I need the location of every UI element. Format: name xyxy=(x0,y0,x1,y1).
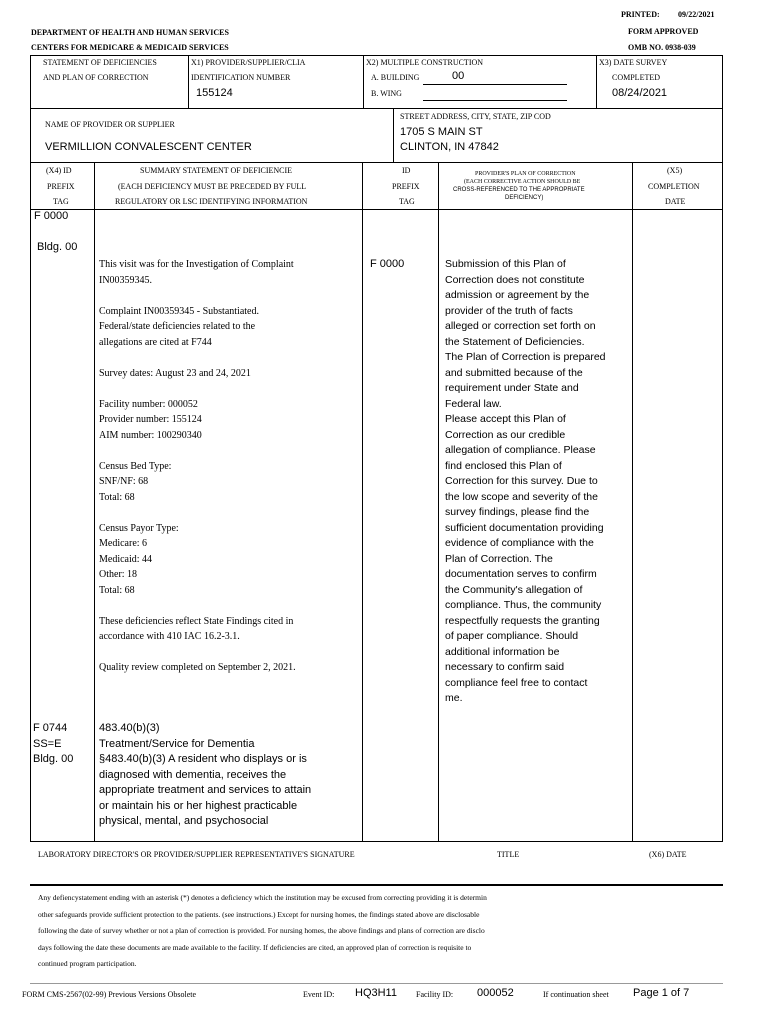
table-divider-id xyxy=(438,162,439,842)
f0744-line: diagnosed with dementia, receives the xyxy=(99,768,287,781)
x3-label-1: X3) DATE SURVEY xyxy=(599,58,668,67)
wing-underline xyxy=(423,100,567,101)
address-box-right xyxy=(722,108,723,162)
x4-heading-1: (X4) ID xyxy=(46,166,72,175)
printed-label: PRINTED: xyxy=(621,10,660,19)
summary-line: Total: 68 xyxy=(99,584,135,596)
summary-line: These deficiencies reflect State Findings cited in xyxy=(99,615,294,627)
plan-line: allegation of compliance. Please xyxy=(445,444,596,456)
summary-line: AIM number: 100290340 xyxy=(99,429,202,441)
plan-line: documentation serves to confirm xyxy=(445,568,597,580)
signature-label: LABORATORY DIRECTOR'S OR PROVIDER/SUPPLIER REPRESENTATIVE'S SIGNATURE xyxy=(38,850,355,859)
plan-line: alleged or correction set forth on xyxy=(445,320,596,332)
summary-paragraph xyxy=(99,366,296,382)
continuation-label: If continuation sheet xyxy=(543,990,609,999)
summary-paragraph xyxy=(99,304,296,351)
f0744-scope-severity: SS=E xyxy=(33,737,62,750)
plan-line: the Statement of Deficiencies. xyxy=(445,335,585,348)
plan-line: survey findings, please find the xyxy=(445,506,590,518)
provider-name-label: NAME OF PROVIDER OR SUPPLIER xyxy=(45,120,175,129)
x1-label-2: IDENTIFICATION NUMBER xyxy=(191,73,291,82)
plan-line: Please accept this Plan of xyxy=(445,413,566,425)
omb-number: OMB NO. 0938-039 xyxy=(628,43,696,52)
plan-line: admission or agreement by the xyxy=(445,289,590,301)
facility-id-value: 000052 xyxy=(477,987,514,999)
header-mid-rule xyxy=(30,108,723,109)
plan-line: additional information be xyxy=(445,645,560,658)
id-heading-1: ID xyxy=(402,166,411,175)
header-divider-1 xyxy=(188,55,189,108)
plan-heading-1: PROVIDER'S PLAN OF CORRECTION xyxy=(475,171,576,177)
x3-label-2: COMPLETED xyxy=(612,73,660,82)
f0744-line: §483.40(b)(3) A resident who displays or is xyxy=(99,753,307,765)
plan-heading-3: CROSS-REFERENCED TO THE APPROPRIATE xyxy=(453,187,585,193)
summary-line: Census Payor Type: xyxy=(99,522,179,534)
address-label: STREET ADDRESS, CITY, STATE, ZIP COD xyxy=(400,112,551,121)
f0744-line: appropriate treatment and services to attain xyxy=(99,784,312,796)
f0744-tag-block xyxy=(33,721,73,768)
f0744-tag: F 0744 xyxy=(33,722,68,734)
header-left-edge xyxy=(30,55,31,108)
x5-heading-3: DATE xyxy=(665,197,686,206)
plan-line: compliance. Thus, the community xyxy=(445,599,602,611)
summary-heading-2: (EACH DEFICIENCY MUST BE PRECEDED BY FULL xyxy=(118,182,307,191)
summary-paragraph xyxy=(99,459,296,506)
plan-line: respectfully requests the granting xyxy=(445,614,600,627)
plan-line: sufficient documentation providing xyxy=(445,521,604,534)
footer-rule xyxy=(30,983,723,984)
f0744-bldg: Bldg. 00 xyxy=(33,753,74,765)
x1-label-1: X1) PROVIDER/SUPPLIER/CLIA xyxy=(191,58,306,67)
name-box-left xyxy=(30,108,31,162)
f0744-line: Treatment/Service for Dementia xyxy=(99,737,255,750)
table-divider-plan xyxy=(632,162,633,842)
summary-line: Complaint IN00359345 - Substantiated. xyxy=(99,305,259,317)
centers-name: CENTERS FOR MEDICARE & MEDICAID SERVICES xyxy=(31,43,229,52)
header-right-edge xyxy=(722,55,723,108)
x6-date-label: (X6) DATE xyxy=(649,850,687,859)
summary-line: Quality review completed on September 2, 2021. xyxy=(99,662,296,673)
plan-line: requirement under State and xyxy=(445,382,579,394)
wing-label: B. WING xyxy=(371,89,402,98)
f0744-line: 483.40(b)(3) xyxy=(99,722,160,734)
summary-paragraph xyxy=(99,521,296,599)
footnote-line: continued program participation. xyxy=(38,959,137,968)
event-id-label: Event ID: xyxy=(303,990,335,999)
provider-id-value: 155124 xyxy=(196,87,233,99)
statement-label-2: AND PLAN OF CORRECTION xyxy=(43,73,149,82)
summary-line: Federal/state deficiencies related to the xyxy=(99,321,256,332)
plan-heading-2: (EACH CORRECTIVE ACTION SHOULD BE xyxy=(464,179,581,185)
plan-line: Correction as our credible xyxy=(445,428,566,441)
x5-heading-2: COMPLETION xyxy=(648,182,700,191)
printed-date: 09/22/2021 xyxy=(678,10,715,19)
plan-line: Plan of Correction. The xyxy=(445,552,553,565)
header-bottom-rule xyxy=(30,162,723,163)
address-line-2: CLINTON, IN 47842 xyxy=(400,141,499,153)
plan-line: necessary to confirm said xyxy=(445,661,565,673)
summary-line: allegations are cited at F744 xyxy=(99,336,212,348)
x4-heading-3: TAG xyxy=(53,197,69,206)
plan-line: Correction does not constitute xyxy=(445,273,585,286)
building-underline xyxy=(423,84,567,85)
summary-line: This visit was for the Investigation of Complaint xyxy=(99,259,294,270)
footnote-line: days following the date these documents are made available to the facility. If deficiencies are cited, an approved plan of correction is requisite to xyxy=(38,942,472,952)
f0744-line: or maintain his or her highest practicable xyxy=(99,799,298,812)
building-value: 00 xyxy=(452,70,465,82)
plan-heading-4: DEFICIENCY) xyxy=(505,195,544,201)
plan-line: compliance feel free to contact xyxy=(445,676,588,689)
table-divider-x4 xyxy=(94,162,95,842)
table-right-edge xyxy=(722,162,723,842)
id-heading-3: TAG xyxy=(399,197,415,206)
name-address-divider xyxy=(393,108,394,162)
event-id-value: HQ3H11 xyxy=(355,987,397,999)
footnote-line: other safeguards provide sufficient protection to the patients. (see instructions.) Except for nursing homes, the findings stated above are disclosable xyxy=(38,909,480,919)
plan-line: The Plan of Correction is prepared xyxy=(445,351,606,363)
summary-paragraph xyxy=(99,660,296,676)
plan-line: Correction for this survey. Due to xyxy=(445,475,598,487)
signature-bottom-rule xyxy=(30,884,723,886)
f0000-summary xyxy=(99,257,296,676)
survey-completed-date: 08/24/2021 xyxy=(612,87,668,99)
summary-line: Medicare: 6 xyxy=(99,538,148,549)
id-heading-2: PREFIX xyxy=(392,182,420,191)
f0000-id-tag: F 0000 xyxy=(370,258,405,270)
f0744-line: physical, mental, and psychosocial xyxy=(99,815,269,827)
footnote-line: following the date of survey whether or not a plan of correction is provided. For nursing homes, the above findings and plans of correction are disclo xyxy=(38,926,485,935)
statement-label-1: STATEMENT OF DEFICIENCIES xyxy=(43,58,157,67)
summary-paragraph xyxy=(99,257,296,288)
plan-line: evidence of compliance with the xyxy=(445,537,594,549)
table-left-edge xyxy=(30,162,31,842)
plan-line: and submitted because of the xyxy=(445,366,583,379)
summary-line: Other: 18 xyxy=(99,569,138,580)
facility-id-label: Facility ID: xyxy=(416,990,454,999)
f0000-tag: F 0000 xyxy=(34,210,69,222)
building-label: A. BUILDING xyxy=(371,73,420,82)
form-approved: FORM APPROVED xyxy=(628,27,699,36)
summary-heading-1: SUMMARY STATEMENT OF DEFICIENCIE xyxy=(140,166,293,175)
summary-line: Total: 68 xyxy=(99,491,135,503)
summary-line: Census Bed Type: xyxy=(99,460,172,472)
f0000-plan-of-correction xyxy=(445,257,606,707)
x4-heading-2: PREFIX xyxy=(47,182,75,191)
table-divider-summary xyxy=(362,162,363,842)
column-header-rule xyxy=(30,209,723,210)
summary-paragraph xyxy=(99,397,296,444)
summary-line: Facility number: 000052 xyxy=(99,398,198,410)
plan-line: Submission of this Plan of xyxy=(445,258,566,270)
plan-line: the Community's allegation of xyxy=(445,583,583,596)
department-name: DEPARTMENT OF HEALTH AND HUMAN SERVICES xyxy=(31,28,229,37)
plan-line: Federal law. xyxy=(445,397,502,410)
summary-line: SNF/NF: 68 xyxy=(99,476,149,487)
f0000-bldg: Bldg. 00 xyxy=(37,241,78,253)
summary-line: Survey dates: August 23 and 24, 2021 xyxy=(99,367,251,379)
form-id: FORM CMS-2567(02-99) Previous Versions Obsolete xyxy=(22,990,197,999)
x5-heading-1: (X5) xyxy=(667,166,683,175)
plan-line: find enclosed this Plan of xyxy=(445,459,562,472)
summary-line: Provider number: 155124 xyxy=(99,414,202,425)
plan-line: provider of the truth of facts xyxy=(445,304,573,317)
summary-line: accordance with 410 IAC 16.2-3.1. xyxy=(99,631,240,642)
summary-heading-3: REGULATORY OR LSC IDENTIFYING INFORMATION xyxy=(115,197,308,206)
summary-paragraph xyxy=(99,614,296,645)
plan-line: the low scope and severity of the xyxy=(445,490,598,503)
title-label: TITLE xyxy=(497,850,520,859)
page-number: Page 1 of 7 xyxy=(633,987,690,999)
table-bottom-rule xyxy=(30,841,723,842)
footnote xyxy=(38,890,487,973)
header-divider-2 xyxy=(363,55,364,108)
header-top-rule xyxy=(30,55,723,56)
plan-line: of paper compliance. Should xyxy=(445,630,579,642)
address-line-1: 1705 S MAIN ST xyxy=(400,126,483,138)
f0744-summary xyxy=(99,721,311,830)
summary-line: IN00359345. xyxy=(99,274,153,286)
footnote-line: Any defiencystatement ending with an asterisk (*) denotes a deficiency which the institution may be excused from correcting providing it is determin xyxy=(38,893,487,902)
summary-line: Medicaid: 44 xyxy=(99,553,153,565)
header-divider-3 xyxy=(596,55,597,108)
plan-line: me. xyxy=(445,692,463,704)
x2-label: X2) MULTIPLE CONSTRUCTION xyxy=(366,58,484,67)
provider-name: VERMILLION CONVALESCENT CENTER xyxy=(45,141,252,153)
